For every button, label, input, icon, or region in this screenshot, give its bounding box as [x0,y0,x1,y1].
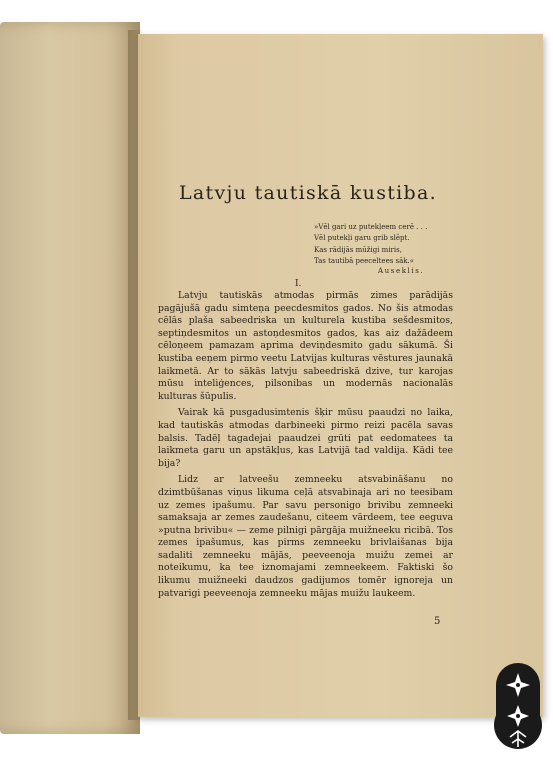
paragraph: Latvju tautiskās atmodas pirmās zimes parādijās pagājušā gadu simteņa peecdesmitos gados. No šis atmodas cēlās plaša sabeedriska un kulturela kustiba sešdesmitos, septiņdesmitos un astoņdesmitos gados, kas aiz dažādeem cēloņeem pamazam aprima deviņdesmito gadu sākumā. Ši kustiba eeņem pirmo veetu Latvijas kulturas vēstures jaunakā laikmetā. Ar to sākās latvju sabeedriskā dzive, tur karojas mūsu inteliģences, pilsonibas un modernās nacionalās kulturas šūpulis. [158,290,453,402]
epigraph-line: »Vēl gari uz putekļeem cerē . . . [314,223,428,231]
left-page [0,22,140,734]
section-number: I. [295,279,302,289]
epigraph-line: Kas rādijās mūžigi miris, [314,245,402,254]
epigraph-line: Tas tautibā peeceltees sāk.« [314,257,415,266]
ornament-sun-sign-icon [494,663,542,753]
right-page [138,34,543,717]
watermark-badge [494,663,542,753]
epigraph-line: Vēl putekļi garu grib slēpt. [314,234,410,243]
chapter-title: Latvju tautiskā kustiba. [179,182,437,204]
paragraph: Vairak kā pusgadusimtenis šķir mūsu paaudzi no laika, kad tautiskās atmodas darbineeki pirmo reizi pacēla savas balsis. Tadēļ tagadejai paaudzei grūti pat eedomatees ta laikmeta garu un apstākļus, kas Latvijā tad valdija. Kādi tee bija? [158,407,453,469]
page-number: 5 [434,616,441,627]
epigraph [314,222,454,268]
epigraph-author: Auseklis. [378,267,425,275]
body-text [158,290,453,604]
paragraph: Lidz ar latveešu zemneeku atsvabināšanu no dzimtbūšanas viņus likuma ceļā atsvabinaja ari no teesibam uz zemes ipašumu. Par savu personigo brivibu zemneeki samaksaja ar zemes zaudešanu, citeem vārdeem, tee eeguva »putna brivibu« — zeme pilnigi pārgāja muižneeku ricibā. Tos zemes ipašumus, kas pirms zemneeku brivlaišanas bija sadaliti zemneeku mājās, peeveenoja muižu zemei ar noteikumu, ka tee iznomajami zemneekeem. Faktiski šo likumu muižneeki daudzos gadijumos tomēr ignoreja un patvarigi peeveenoja zemneeku mājas muižu laukeem. [158,474,453,599]
